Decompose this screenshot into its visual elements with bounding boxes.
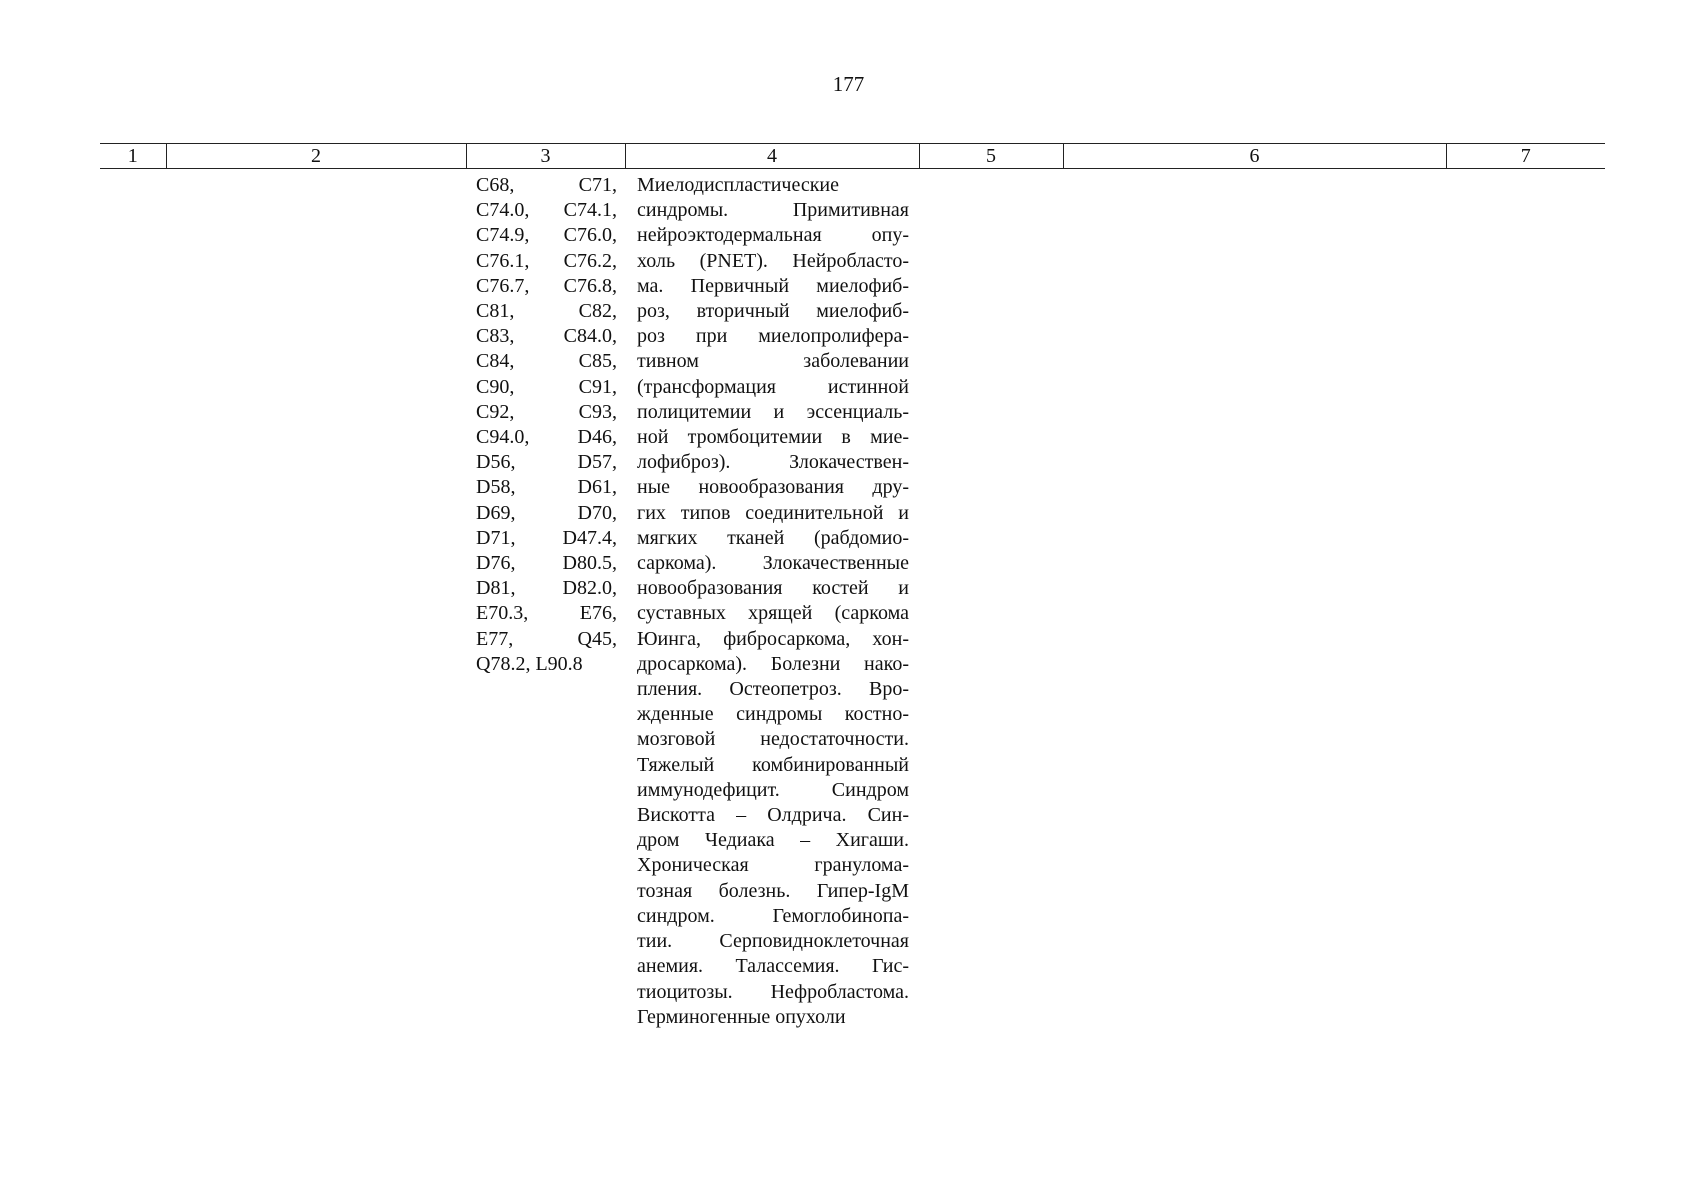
column-header-5: 5 — [919, 144, 1063, 169]
diagnosis-line: полицитемии и эссенциаль- — [637, 400, 909, 423]
icd-code-line: D58, D61, — [476, 476, 617, 499]
diagnosis-line: (трансформация истинной — [637, 375, 909, 398]
cell-col-2 — [166, 169, 466, 1030]
diagnosis-line: Юинга, фибросаркома, хон- — [637, 627, 909, 650]
diagnosis-line: дром Чедиака – Хигаши. — [637, 829, 909, 852]
medical-care-table — [100, 143, 1605, 1030]
diagnosis-line: жденные синдромы костно- — [637, 703, 909, 726]
column-header-6: 6 — [1063, 144, 1446, 169]
icd-code-line: C81, C82, — [476, 300, 617, 323]
header-row — [100, 144, 1605, 169]
icd-code-line: C74.0, C74.1, — [476, 199, 617, 222]
table-row — [100, 169, 1605, 1030]
diagnosis-line: тии. Серповидноклеточная — [637, 930, 909, 953]
diagnosis-line: тозная болезнь. Гипер-IgM — [637, 879, 909, 902]
icd-code-line: D76, D80.5, — [476, 552, 617, 575]
diagnosis-line: синдромы. Примитивная — [637, 199, 909, 222]
diagnosis-line: суставных хрящей (саркома — [637, 602, 909, 625]
diagnosis-line: ма. Первичный миелофиб- — [637, 274, 909, 297]
diagnosis-line: анемия. Талассемия. Гис- — [637, 955, 909, 978]
diagnosis-line: холь (PNET). Нейробласто- — [637, 249, 909, 272]
diagnosis-line: тивном заболевании — [637, 350, 909, 373]
diagnosis-line: роз при миелопролифера- — [637, 325, 909, 348]
icd-code-line: C68, C71, — [476, 174, 617, 196]
diagnosis-line: Миелодиспластические — [637, 174, 840, 196]
diagnosis-line: саркома). Злокачественные — [637, 552, 909, 575]
diagnosis-cell — [625, 169, 919, 1030]
diagnosis-line: мягких тканей (рабдомио- — [637, 526, 909, 549]
column-header-7: 7 — [1446, 144, 1605, 169]
column-header-3: 3 — [466, 144, 625, 169]
diagnosis-line: Герминогенные опухоли — [637, 1005, 846, 1028]
diagnosis-line: ной тромбоцитемии в мие- — [637, 426, 909, 449]
icd-code-line: D56, D57, — [476, 451, 617, 474]
page-number: 177 — [832, 72, 865, 96]
icd-code-line: C74.9, C76.0, — [476, 224, 617, 247]
cell-col-1 — [100, 169, 166, 1030]
icd-code-line: Q78.2, L90.8 — [476, 652, 583, 675]
diagnosis-line: мозговой недостаточности. — [637, 728, 909, 751]
column-header-2: 2 — [166, 144, 466, 169]
icd-code-line: C92, C93, — [476, 400, 617, 423]
icd-codes-cell — [466, 169, 625, 1030]
icd-code-line: C84, C85, — [476, 350, 617, 373]
cell-col-7 — [1446, 169, 1605, 1030]
diagnosis-line: синдром. Гемоглобинопа- — [637, 904, 909, 927]
icd-code-line: C94.0, D46, — [476, 426, 617, 449]
diagnosis-line: пления. Остеопетроз. Вро- — [637, 678, 909, 701]
icd-code-line: D81, D82.0, — [476, 577, 617, 600]
diagnosis-line: нейроэктодермальная опу- — [637, 224, 909, 247]
icd-code-line: C90, C91, — [476, 375, 617, 398]
icd-code-line: E77, Q45, — [476, 627, 617, 650]
diagnosis-line: Вискотта – Олдрича. Син- — [637, 804, 909, 827]
icd-code-line: E70.3, E76, — [476, 602, 617, 625]
icd-code-line: C76.1, C76.2, — [476, 249, 617, 272]
icd-code-line: D69, D70, — [476, 501, 617, 524]
column-header-1: 1 — [100, 144, 166, 169]
diagnosis-line: дросаркома). Болезни нако- — [637, 652, 909, 675]
icd-code-line: C83, C84.0, — [476, 325, 617, 348]
diagnosis-line: тиоцитозы. Нефробластома. — [637, 980, 909, 1003]
diagnosis-line: Тяжелый комбинированный — [637, 753, 909, 776]
icd-code-line: C76.7, C76.8, — [476, 274, 617, 297]
column-header-4: 4 — [625, 144, 919, 169]
diagnosis-line: ные новообразования дру- — [637, 476, 909, 499]
diagnosis-line: новообразования костей и — [637, 577, 909, 600]
diagnosis-line: лофиброз). Злокачествен- — [637, 451, 909, 474]
diagnosis-line: иммунодефицит. Синдром — [637, 778, 909, 801]
diagnosis-line: Хроническая гранулома- — [637, 854, 909, 877]
cell-col-5 — [919, 169, 1063, 1030]
cell-col-6 — [1063, 169, 1446, 1030]
diagnosis-line: гих типов соединительной и — [637, 501, 909, 524]
diagnosis-line: роз, вторичный миелофиб- — [637, 300, 909, 323]
icd-code-line: D71, D47.4, — [476, 526, 617, 549]
